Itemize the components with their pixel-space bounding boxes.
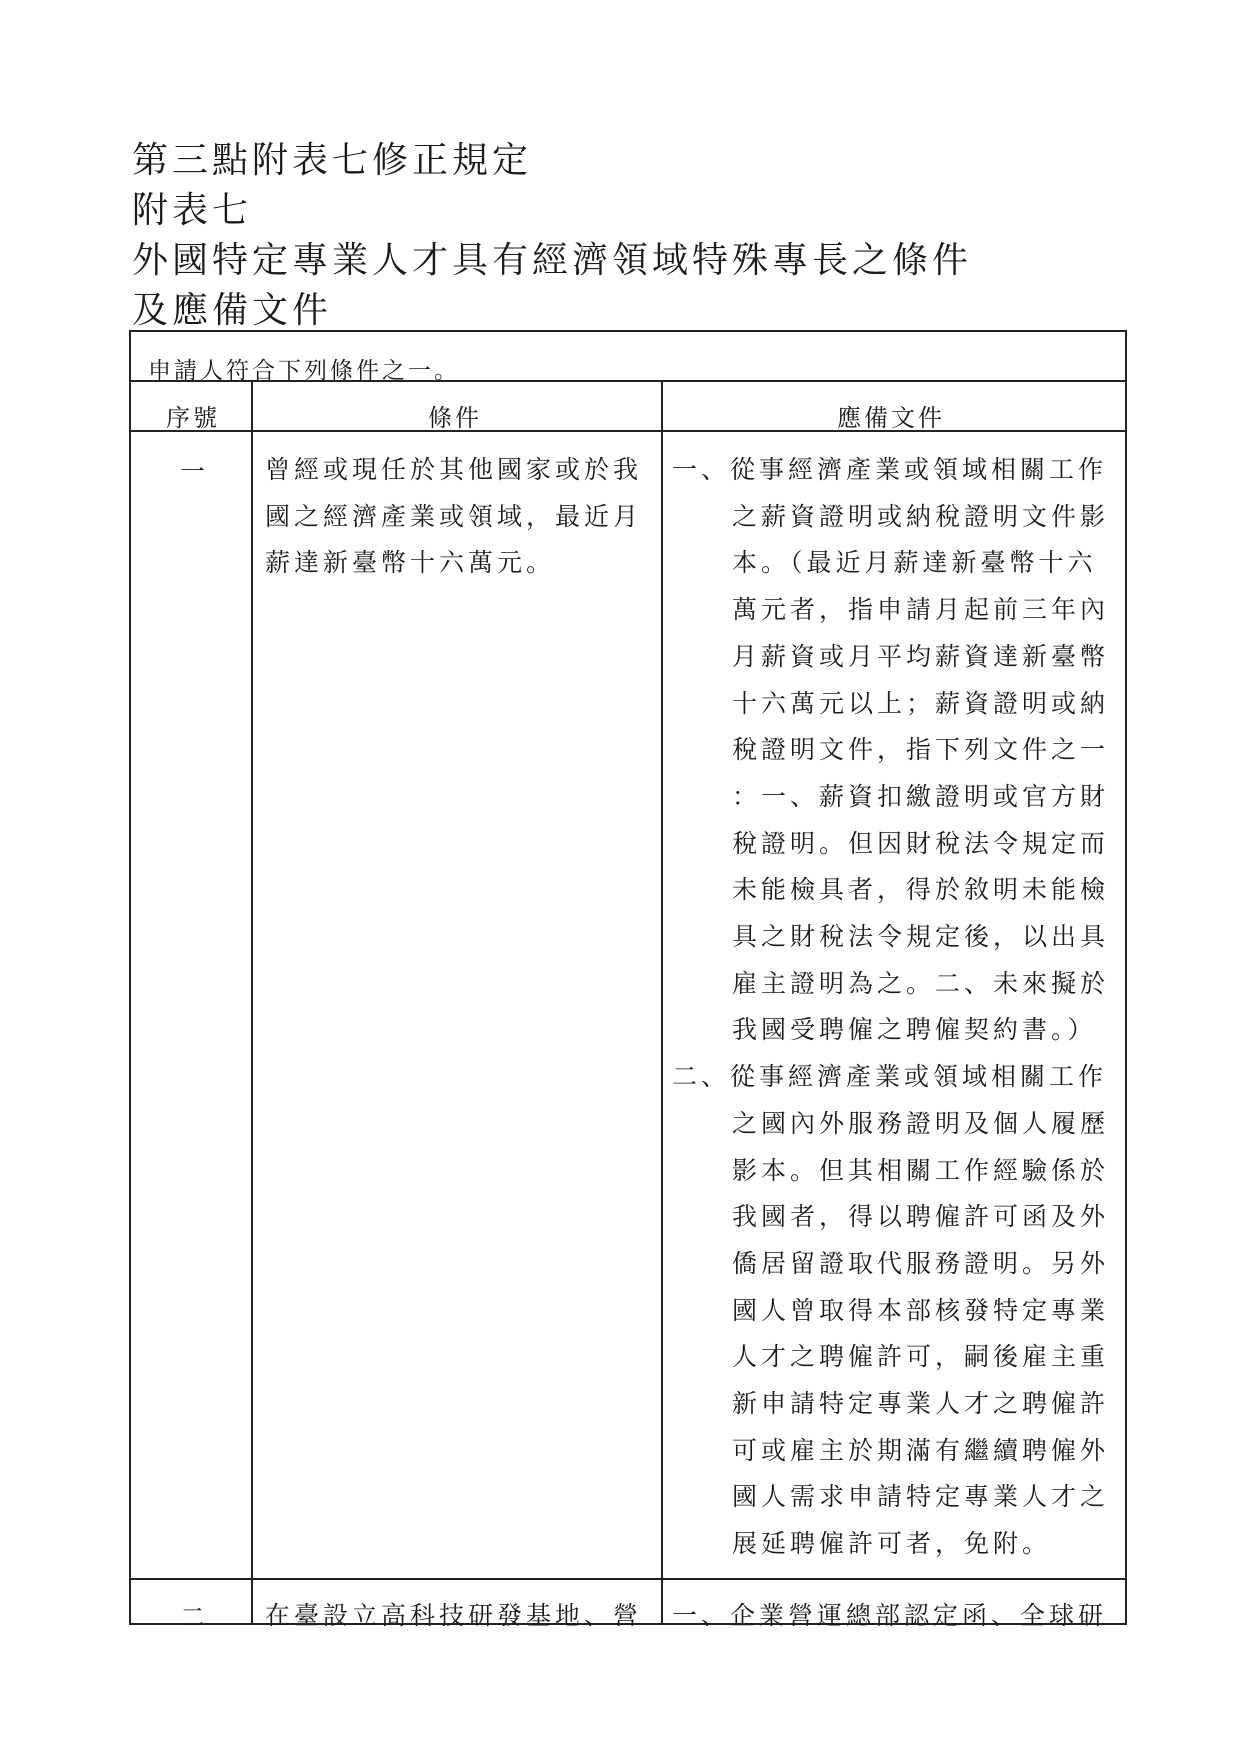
page-heading-table-number: 附表七 — [132, 190, 253, 231]
document-text-line: 未能檢具者，得於敘明未能檢 — [732, 875, 1110, 905]
document-text-line: 一、從事經濟產業或領域相關工作 — [672, 455, 1108, 484]
condition-text-line: 國之經濟產業或領域，最近月 — [265, 501, 643, 531]
document-text-line: 一、企業營運總部認定函、全球研 — [672, 1601, 1108, 1630]
document-text-line: 十六萬元以上；薪資證明或納 — [732, 688, 1110, 718]
condition-text-line: 曾經或現任於其他國家或於我 — [265, 455, 643, 484]
document-text-line: 可或雇主於期滿有繼續聘僱外 — [732, 1435, 1110, 1465]
row-seq: 一 — [180, 457, 210, 486]
document-text-line: 之國內外服務證明及個人履歷 — [732, 1108, 1110, 1138]
table-rule-header — [129, 430, 1127, 432]
document-text-line: 月薪資或月平均薪資達新臺幣 — [732, 641, 1110, 671]
condition-text-line: 在臺設立高科技研發基地、營 — [265, 1601, 643, 1630]
document-text-line: 國人曾取得本部核發特定專業 — [732, 1295, 1110, 1325]
condition-text-line: 薪達新臺幣十六萬元。 — [265, 548, 556, 578]
column-header-documents: 應備文件 — [837, 404, 945, 432]
page-heading-subject: 外國特定專業人才具有經濟領域特殊專長之條件 — [132, 240, 973, 281]
document-text-line: 具之財稅法令規定後，以出具 — [732, 922, 1110, 951]
document-text-line: 僑居留證取代服務證明。另外 — [732, 1248, 1110, 1278]
document-text-line: 稅證明文件，指下列文件之一 — [732, 735, 1110, 765]
document-text-line: 我國受聘僱之聘僱契約書。） — [732, 1015, 1097, 1045]
page-heading-title: 第三點附表七修正規定 — [132, 140, 533, 181]
column-header-seq: 序號 — [166, 404, 220, 432]
table-col-divider-1 — [251, 380, 253, 1625]
document-text-line: 影本。但其相關工作經驗係於 — [732, 1155, 1110, 1185]
table-intro-text: 申請人符合下列條件之一。 — [148, 358, 460, 384]
document-text-line: 二、從事經濟產業或領域相關工作 — [672, 1062, 1108, 1092]
table-rule-row1 — [129, 1578, 1127, 1580]
document-text-line: 國人需求申請特定專業人才之 — [732, 1482, 1110, 1512]
table-col-divider-2 — [661, 380, 663, 1625]
document-text-line: 之薪資證明或納稅證明文件影 — [732, 501, 1110, 531]
document-text-line: 萬元者，指申請月起前三年內 — [732, 595, 1110, 625]
document-text-line: 新申請特定專業人才之聘僱許 — [732, 1389, 1110, 1418]
document-text-line: 我國者，得以聘僱許可函及外 — [732, 1202, 1110, 1232]
document-text-line: 雇主證明為之。二、未來擬於 — [732, 968, 1110, 998]
document-text-line: 稅證明。但因財稅法令規定而 — [732, 828, 1110, 858]
document-text-line: ：一、薪資扣繳證明或官方財 — [732, 781, 1110, 811]
column-header-condition: 條件 — [428, 404, 482, 432]
document-text-line: 人才之聘僱許可，嗣後雇主重 — [732, 1342, 1110, 1372]
page-heading-subject-cont: 及應備文件 — [132, 290, 333, 331]
row-seq: 二 — [180, 1603, 210, 1632]
document-text-line: 展延聘僱許可者，免附。 — [732, 1529, 1052, 1559]
document-text-line: 本。（最近月薪達新臺幣十六 — [732, 548, 1097, 578]
